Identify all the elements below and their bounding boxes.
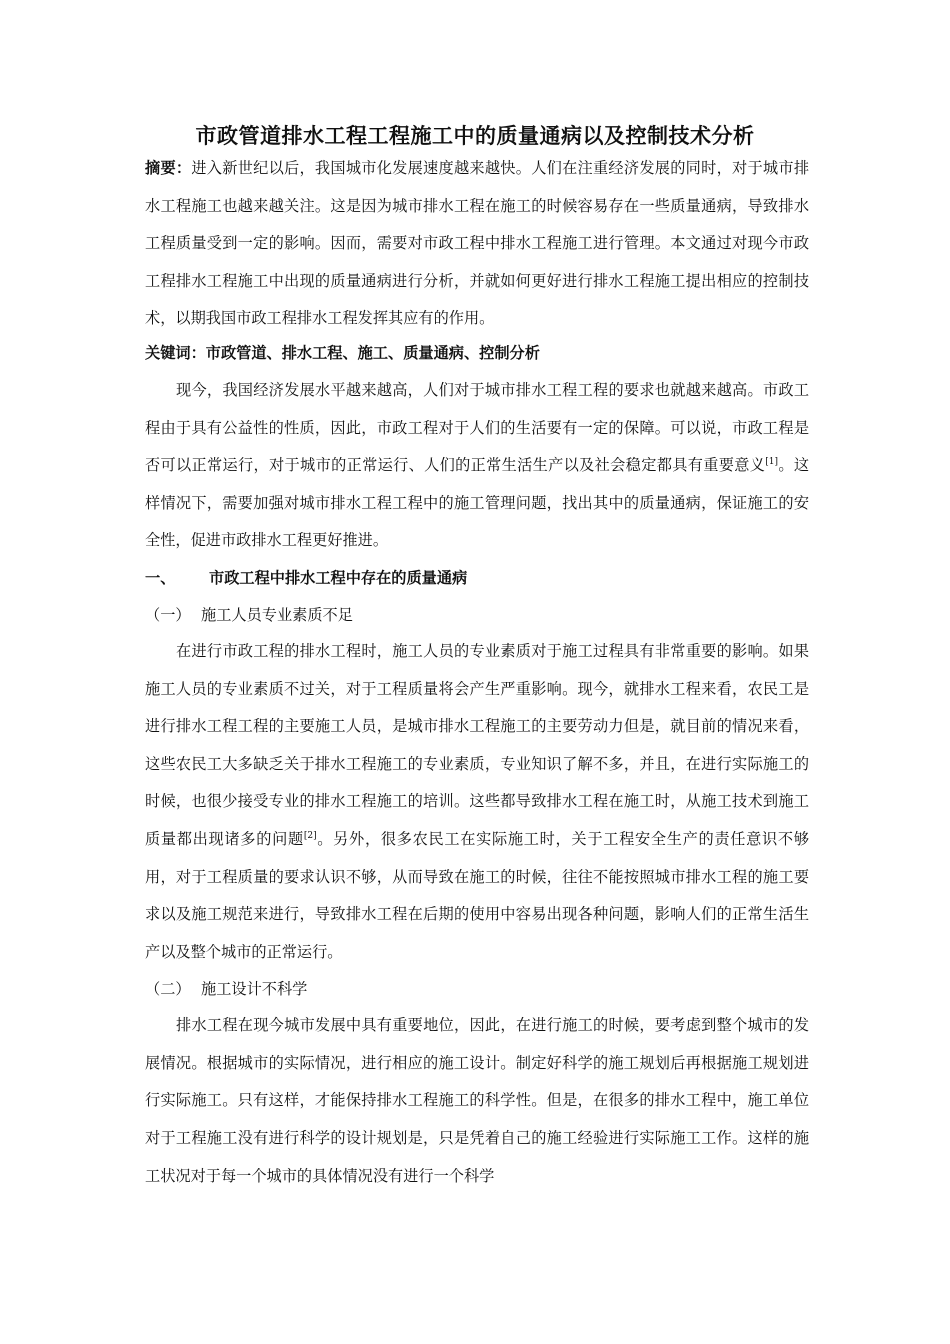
intro-citation: [1] xyxy=(765,457,778,468)
intro-text-a: 现今，我国经济发展水平越来越高，人们对于城市排水工程工程的要求也就越来越高。市政工程由于具有公益性的性质，因此，市政工程对于人们的生活要有一定的保障。可以说，市政工程是否可以正常运行，对于城市的正常运行、人们的正常生活生产以及社会稳定都具有重要意义 xyxy=(145,380,809,475)
intro-text-b: 。这样情况下，需要加强对城市排水工程工程中的施工管理问题，找出其中的质量通病，保证施工的安全性，促进市政排水工程更好推进。 xyxy=(145,456,810,550)
abstract-paragraph xyxy=(145,150,809,338)
section-title-1: 市政工程中排水工程中存在的质量通病 xyxy=(209,568,468,587)
para1-text-a: 在进行市政工程的排水工程时，施工人员的专业素质对于施工过程具有非常重要的影响。如果施工人员的专业素质不过关，对于工程质量将会产生严重影响。现今，就排水工程来看，农民工是进行排水工程工程的主要施工人员，是城市排水工程施工的主要劳动力但是，就目前的情况来看，这些农民工大多缺乏关于排水工程施工的专业素质，专业知识了解不多，并且，在进行实际施工的时候，也很少接受专业的排水工程施工的培训。这些都导致排水工程在施工时，从施工技术到施工质量都出现诸多的问题 xyxy=(145,641,809,848)
subsection-number-2: （二） xyxy=(145,980,191,999)
document-title: 市政管道排水工程工程施工中的质量通病以及控制技术分析 xyxy=(195,124,755,148)
para1-citation: [2] xyxy=(303,830,317,841)
subsection-heading-1 xyxy=(145,597,809,633)
keywords-label: 关键词： xyxy=(145,343,206,362)
abstract-label: 摘要： xyxy=(145,159,192,177)
body-paragraph-2: 排水工程在现今城市发展中具有重要地位，因此，在进行施工的时候，要考虑到整个城市的发展情况。根据城市的实际情况，进行相应的施工设计。制定好科学的施工规划后再根据施工规划进行实际施工。只有这样，才能保持排水工程施工的科学性。但是，在很多的排水工程中，施工单位对于工程施工没有进行科学的设计规划是，只是凭着自己的施工经验进行实际施工工作。这样的施工状况对于每一个城市的具体情况没有进行一个科学 xyxy=(145,1016,809,1185)
document-body xyxy=(145,150,809,1195)
intro-paragraph xyxy=(145,372,809,560)
abstract-text: 进入新世纪以后，我国城市化发展速度越来越快。人们在注重经济发展的同时，对于城市排水工程施工也越来越关注。这是因为城市排水工程在施工的时候容易存在一些质量通病，导致排水工程质量受到一定的影响。因而，需要对市政工程中排水工程施工进行管理。本文通过对现今市政工程排水工程施工中出现的质量通病进行分析，并就如何更好进行排水工程施工提出相应的控制技术，以期我国市政工程排水工程发挥其应有的作用。 xyxy=(145,159,809,328)
section-heading-1 xyxy=(145,560,809,597)
subsection-heading-2 xyxy=(145,971,809,1007)
subsection-title-2: 施工设计不科学 xyxy=(201,980,308,999)
body-paragraph-1 xyxy=(145,633,809,971)
subsection-number-1: （一） xyxy=(145,605,191,624)
subsection-title-1: 施工人员专业素质不足 xyxy=(201,605,353,624)
keywords-text: 市政管道、排水工程、施工、质量通病、控制分析 xyxy=(205,343,540,362)
para1-text-b: 。另外，很多农民工在实际施工时，关于工程安全生产的责任意识不够用，对于工程质量的要求认识不够，从而导致在施工的时候，往往不能按照城市排水工程的施工要求以及施工规范来进行，导致排水工程在后期的使用中容易出现各种问题，影响人们的正常生活生产以及整个城市的正常运行。 xyxy=(145,829,810,961)
section-number-1: 一、 xyxy=(145,568,176,587)
keywords-line xyxy=(145,338,809,368)
